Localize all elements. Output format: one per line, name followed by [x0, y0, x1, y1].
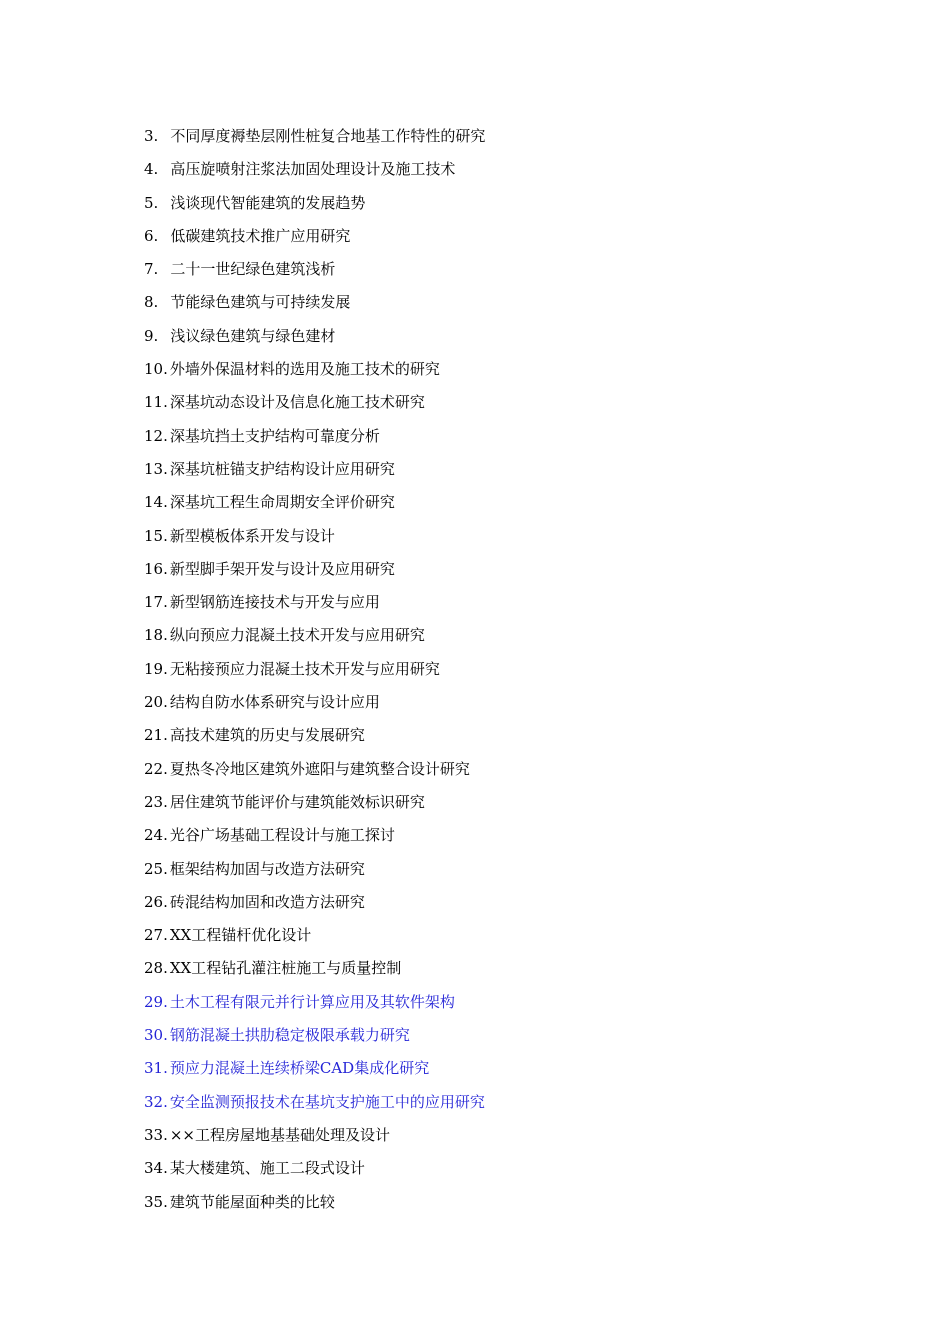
topic-item	[144, 520, 485, 553]
topic-title: 新型脚手架开发与设计及应用研究	[169, 559, 395, 578]
topic-item	[144, 253, 485, 286]
topic-title: 深基坑桩锚支护结构设计应用研究	[169, 459, 395, 478]
topic-number: 8.	[144, 293, 159, 312]
topic-item	[144, 286, 485, 319]
topic-item	[144, 1119, 485, 1152]
topic-title: 新型钢筋连接技术与开发与应用	[169, 593, 380, 612]
topic-number: 24.	[144, 826, 168, 845]
topic-item	[144, 486, 485, 519]
topic-number: 28.	[144, 959, 168, 978]
topic-title: 无粘接预应力混凝土技术开发与应用研究	[169, 659, 440, 678]
topic-item	[144, 1186, 485, 1219]
topic-title: ××工程房屋地基基础处理及设计	[169, 1125, 390, 1144]
topic-item	[144, 386, 485, 419]
topic-number: 31.	[144, 1059, 168, 1078]
topic-number: 22.	[144, 759, 168, 778]
topic-item	[144, 420, 485, 453]
topic-number: 14.	[144, 493, 168, 512]
topic-number: 9.	[144, 326, 159, 345]
topic-title: 浅谈现代智能建筑的发展趋势	[170, 193, 366, 212]
topic-number: 4.	[144, 160, 159, 179]
topic-title: 纵向预应力混凝土技术开发与应用研究	[169, 626, 425, 645]
topic-title: XX工程钻孔灌注桩施工与质量控制	[169, 959, 402, 978]
topic-title: 不同厚度褥垫层刚性桩复合地基工作特性的研究	[170, 127, 486, 145]
topic-number: 17.	[144, 593, 168, 612]
topic-item	[144, 553, 485, 586]
topic-number: 21.	[144, 726, 168, 745]
topic-number: 30.	[144, 1026, 168, 1045]
topic-number: 13.	[144, 459, 168, 478]
topic-title: 外墙外保温材料的选用及施工技术的研究	[169, 360, 440, 379]
topic-item	[144, 886, 485, 919]
topic-item	[144, 320, 485, 353]
topic-title[interactable]: 预应力混凝土连续桥梁CAD集成化研究	[169, 1059, 430, 1078]
topic-title: 浅议绿色建筑与绿色建材	[170, 326, 336, 345]
topic-number: 7.	[144, 260, 159, 279]
topic-number: 27.	[144, 926, 168, 945]
topic-title: 节能绿色建筑与可持续发展	[170, 293, 351, 312]
topic-number: 11.	[144, 393, 168, 412]
topic-title: 深基坑工程生命周期安全评价研究	[169, 493, 395, 512]
topic-item	[144, 853, 485, 886]
topic-title: 高技术建筑的历史与发展研究	[169, 726, 365, 745]
topic-link-item[interactable]	[144, 1019, 485, 1052]
topic-item	[144, 187, 485, 220]
topic-title: XX工程锚杆优化设计	[169, 926, 312, 945]
topic-title: 二十一世纪绿色建筑浅析	[170, 260, 336, 279]
topic-title: 砖混结构加固和改造方法研究	[169, 892, 365, 911]
topic-title: 建筑节能屋面种类的比较	[169, 1192, 335, 1211]
topic-title[interactable]: 土木工程有限元并行计算应用及其软件架构	[169, 992, 455, 1011]
topic-number: 25.	[144, 859, 168, 878]
topic-item	[144, 453, 485, 486]
topic-number: 10.	[144, 360, 168, 379]
topic-title: 框架结构加固与改造方法研究	[169, 859, 365, 878]
topic-title: 夏热冬冷地区建筑外遮阳与建筑整合设计研究	[169, 759, 470, 778]
topic-title: 深基坑动态设计及信息化施工技术研究	[169, 393, 425, 412]
topic-title: 结构自防水体系研究与设计应用	[169, 693, 380, 712]
topic-link-item[interactable]	[144, 1052, 485, 1085]
topic-title: 某大楼建筑、施工二段式设计	[169, 1159, 365, 1178]
topic-item	[144, 653, 485, 686]
topic-item	[144, 719, 485, 752]
topic-item	[144, 153, 485, 186]
topic-title: 深基坑挡土支护结构可靠度分析	[169, 426, 380, 445]
topic-number: 33.	[144, 1125, 168, 1144]
topic-title: 新型模板体系开发与设计	[169, 526, 335, 545]
topic-item	[144, 686, 485, 719]
topic-item	[144, 952, 485, 985]
topic-number: 12.	[144, 426, 168, 445]
topic-title[interactable]: 安全监测预报技术在基坑支护施工中的应用研究	[169, 1092, 485, 1111]
topic-item	[144, 819, 485, 852]
topic-item	[144, 586, 485, 619]
topic-item	[144, 1152, 485, 1185]
topic-number: 6.	[144, 226, 159, 245]
topic-item	[144, 919, 485, 952]
topic-number: 26.	[144, 892, 168, 911]
topic-item	[144, 753, 485, 786]
topic-number: 32.	[144, 1092, 168, 1111]
topic-number: 19.	[144, 659, 168, 678]
topic-number: 3.	[144, 127, 159, 145]
topic-title[interactable]: 钢筋混凝土拱肋稳定极限承载力研究	[169, 1026, 410, 1045]
topic-number: 18.	[144, 626, 168, 645]
topic-number: 16.	[144, 559, 168, 578]
topic-link-item[interactable]	[144, 986, 485, 1019]
topic-number: 20.	[144, 693, 168, 712]
topic-item	[144, 220, 485, 253]
topic-number: 5.	[144, 193, 159, 212]
topic-list	[144, 120, 485, 1219]
topic-item	[144, 619, 485, 652]
topic-title: 光谷广场基础工程设计与施工探讨	[169, 826, 395, 845]
topic-number: 15.	[144, 526, 168, 545]
topic-number: 23.	[144, 792, 168, 811]
topic-number: 29.	[144, 992, 168, 1011]
topic-title: 居住建筑节能评价与建筑能效标识研究	[169, 792, 425, 811]
topic-item	[144, 353, 485, 386]
topic-title: 高压旋喷射注浆法加固处理设计及施工技术	[170, 160, 456, 179]
topic-item	[144, 120, 485, 153]
topic-number: 34.	[144, 1159, 168, 1178]
topic-number: 35.	[144, 1192, 168, 1211]
topic-item	[144, 786, 485, 819]
topic-link-item[interactable]	[144, 1086, 485, 1119]
topic-title: 低碳建筑技术推广应用研究	[170, 226, 351, 245]
